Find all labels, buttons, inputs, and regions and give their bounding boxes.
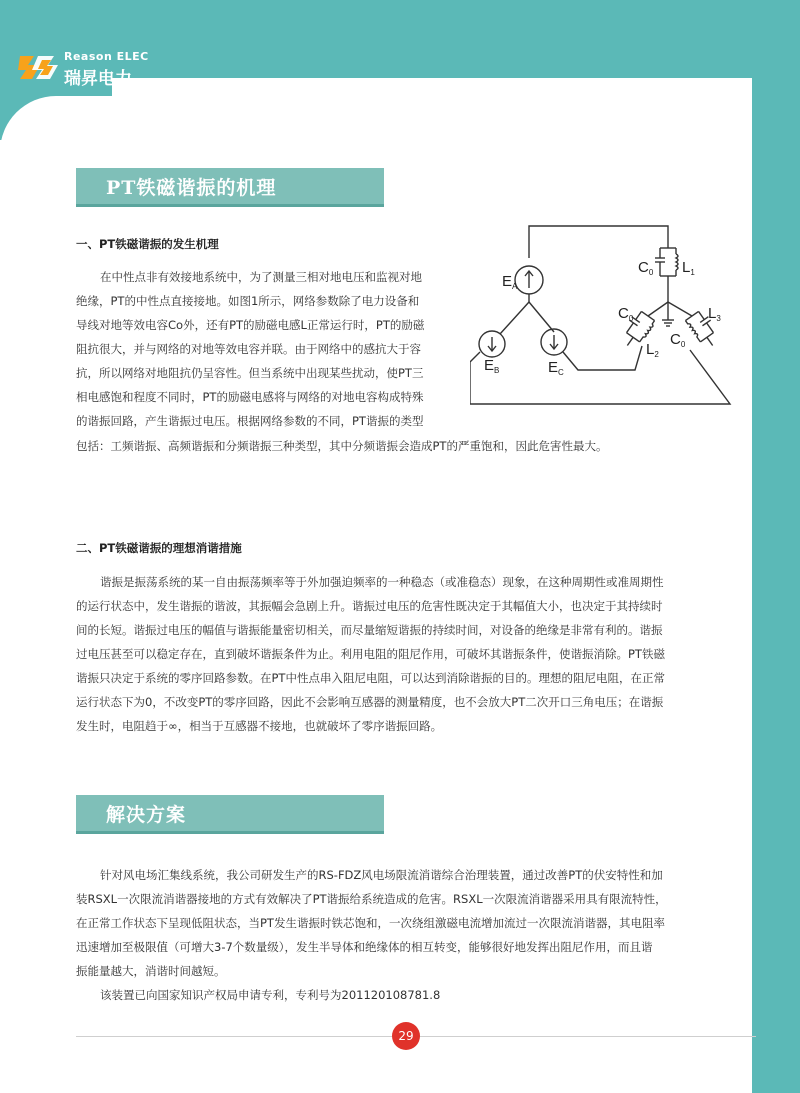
section-title-bar xyxy=(76,168,384,207)
label-ea: $E_A$ xyxy=(502,273,518,291)
text-line: 绝缘，PT的中性点直接接地。如图1所示，网络参数除了电力设备和 xyxy=(76,294,420,308)
label-l3: $L_3$ xyxy=(708,305,721,323)
text-line: 包括：工频谐振、高频谐振和分频谐振三种类型，其中分频谐振会造成PT的严重饱和，因此危害性最大。 xyxy=(76,439,608,453)
circuit-diagram xyxy=(470,222,752,408)
label-c0-top: $C_0$ xyxy=(638,259,654,277)
subheading: 二、PT铁磁谐振的理想消谐措施 xyxy=(76,541,242,555)
text-line: 运行状态下为0，不改变PT的零序回路，因此不会影响互感器的测量精度，也不会放大PT二次开口三角电压；在谐振 xyxy=(76,695,664,709)
text-line: 装RSXL一次限流消谐器接地的方式有效解决了PT谐振给系统造成的危害。RSXL一次限流消谐器采用具有限流特性， xyxy=(76,892,667,906)
text-line: 谐振只决定于系统的零序回路参数。在PT中性点串入阻尼电阻，可以达到消除谐振的目的。理想的阻尼电阻，在正常 xyxy=(76,671,665,685)
brand-name-cn: 瑞昇电力 xyxy=(64,69,132,89)
section-title: 解决方案 xyxy=(106,804,187,826)
subheading: 一、PT铁磁谐振的发生机理 xyxy=(76,237,219,251)
text-line: 在中性点非有效接地系统中，为了测量三相对地电压和监视对地 xyxy=(100,270,422,284)
text-line: 相电感饱和程度不同时，PT的励磁电感将与网络的对地电容构成特殊 xyxy=(76,390,424,404)
brand-logo-icon xyxy=(18,52,58,82)
text-line: 的谐振回路，产生谐振过电压。根据网络参数的不同，PT谐振的类型 xyxy=(76,414,424,428)
text-line: 抗，所以网络对地阻抗仍呈容性。但当系统中出现某些扰动，使PT三 xyxy=(76,366,424,380)
text-line: 阻抗很大，并与网络的对地等效电容并联。由于网络中的感抗大于容 xyxy=(76,342,421,356)
text-line: 导线对地等效电容Co外，还有PT的励磁电感L正常运行时，PT的励磁 xyxy=(76,318,425,332)
right-border-band xyxy=(752,0,800,1093)
label-c0-left: $C_0$ xyxy=(618,305,634,323)
text-line: 发生时，电阻趋于∞，相当于互感器不接地，也就破坏了零序谐振回路。 xyxy=(76,719,443,733)
text-line: 振能量越大，消谐时间越短。 xyxy=(76,964,226,978)
section-title: PT铁磁谐振的机理 xyxy=(106,177,277,199)
text-line: 过电压甚至可以稳定存在，直到破坏谐振条件为止。利用电阻的阻尼作用，可破坏其谐振条件，使谐振消除。PT铁磁 xyxy=(76,647,665,661)
text-line: 在正常工作状态下呈现低阻状态，当PT发生谐振时铁芯饱和，一次绕组激磁电流增加流过一次限流消谐器，其电阻率 xyxy=(76,916,665,930)
page-number: 29 xyxy=(392,1022,420,1050)
label-c0-right: $C_0$ xyxy=(670,331,686,349)
label-l1: $L_1$ xyxy=(682,259,695,277)
brand-name-en: Reason ELEC xyxy=(64,50,149,63)
label-eb: $E_B$ xyxy=(484,357,500,375)
section-title-bar xyxy=(76,795,384,834)
label-ec: $E_C$ xyxy=(548,359,564,377)
text-line: 针对风电场汇集线系统，我公司研发生产的RS-FDZ风电场限流消谐综合治理装置，通过改善PT的伏安特性和加 xyxy=(100,868,663,882)
label-l2: $L_2$ xyxy=(646,341,659,359)
text-line: 迅速增加至极限值（可增大3-7个数量级），发生半导体和绝缘体的相互转变，能够很好地发挥出阻尼作用，而且谐 xyxy=(76,940,653,954)
text-line: 的运行状态中，发生谐振的谐波，其振幅会急剧上升。谐振过电压的危害性既决定于其幅值大小，也决定于其持续时 xyxy=(76,599,663,613)
text-line: 谐振是振荡系统的某一自由振荡频率等于外加强迫频率的一种稳态（或准稳态）现象，在这种周期性或准周期性 xyxy=(100,575,664,589)
text-line: 该装置已向国家知识产权局申请专利，专利号为201120108781.8 xyxy=(100,988,441,1002)
text-line: 间的长短。谐振过电压的幅值与谐振能量密切相关，而尽量缩短谐振的持续时间，对设备的绝缘是非常有利的。谐振 xyxy=(76,623,663,637)
